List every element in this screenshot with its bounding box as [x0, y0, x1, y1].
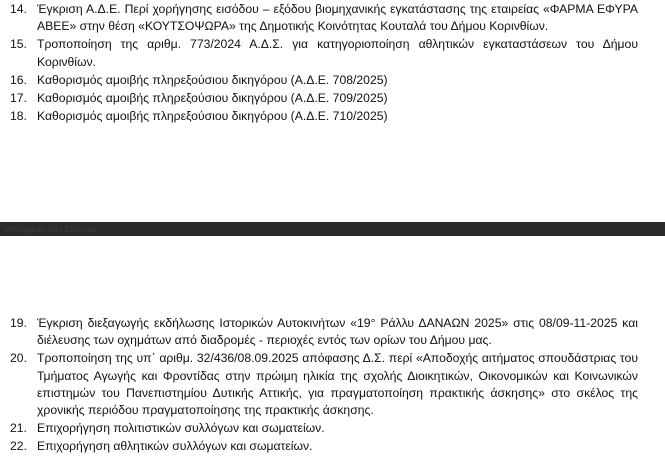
agenda-item: [0, 36, 665, 70]
item-number: 21.: [10, 421, 27, 436]
agenda-item: [0, 72, 665, 89]
item-number: 19.: [10, 316, 27, 330]
agenda-item: [0, 90, 665, 107]
item-number: 15.: [10, 37, 27, 52]
item-number: 22.: [10, 439, 27, 454]
agenda-list-top: [0, 1, 665, 126]
item-text: Τροποποίηση της υπ΄ αριθμ. 32/436/08.09.2025 απόφασης Δ.Σ. περί «Αποδοχής αιτήματος σπουδάστριας του Τμήματος Αγωγής και Φροντίδας στην πρώιμη ηλικία της σχολής Διοικητικών, Οικονομικών και Κοινωνικών επιστημών του Πανεπιστημίου Δυτικής Αττικής, για πραγματοποίηση πρακτικής άσκησης» στο σκέλος της χρονικής περιόδου πραγματοποίησης της πρακτικής άσκησης.: [37, 351, 638, 418]
item-text: Καθορισμός αμοιβής πληρεξούσιου δικηγόρου (Α.Δ.Ε. 710/2025): [37, 109, 388, 124]
item-number: 17.: [10, 91, 27, 106]
agenda-item: [0, 350, 665, 419]
item-number: 16.: [10, 72, 27, 87]
item-number: 14.: [10, 2, 27, 16]
item-text: Καθορισμός αμοιβής πληρεξούσιου δικηγόρου (Α.Δ.Ε. 708/2025): [37, 72, 388, 87]
agenda-list-bottom: [0, 315, 665, 457]
agenda-item: [0, 420, 665, 437]
item-text: Τροποποίηση της αριθμ. 773/2024 Α.Δ.Σ. για κατηγοριοποίηση αθλητικών εγκαταστάσεων του Δήμου Κορινθίων.: [37, 37, 638, 69]
agenda-item: [0, 1, 665, 35]
item-text: Έγκριση διεξαγωγής εκδήλωσης Ιστορικών Αυτοκινήτων «19° Ράλλυ ΔΑΝΑΩΝ 2025» στις 08/09-11-2025 και διέλευσης των οχημάτων από διαδρομές - περιοχές εντός των ορίων του Δήμου μας.: [37, 316, 638, 348]
document-page-top: [0, 0, 665, 222]
item-number: 20.: [10, 351, 27, 366]
item-number: 18.: [10, 109, 27, 124]
item-text: Καθορισμός αμοιβής πληρεξούσιου δικηγόρου (Α.Δ.Ε. 709/2025): [37, 91, 388, 106]
page-separator-band: [0, 222, 665, 236]
item-text: Επιχορήγηση πολιτιστικών συλλόγων και σωματείων.: [37, 421, 325, 436]
agenda-item: [0, 108, 665, 125]
agenda-item: [0, 438, 665, 455]
document-page-bottom: [0, 236, 665, 467]
agenda-item: [0, 315, 665, 349]
item-text: Επιχορήγηση αθλητικών συλλόγων και σωματείων.: [37, 439, 313, 454]
translation-label: Μετάφραση από Ελληνικά: [4, 225, 97, 234]
item-text: Έγκριση Α.Δ.Ε. Περί χορήγησης εισόδου – εξόδου βιομηχανικής εγκατάστασης της εταιρείας «ΦΑΡΜΑ ΕΦΥΡΑ ΑΒΕΕ» στην θέση «ΚΟΥΤΣΟΨΩΡΑ» της Δημοτικής Κοινότητας Κουταλά του Δήμου Κορινθίων.: [37, 2, 638, 34]
